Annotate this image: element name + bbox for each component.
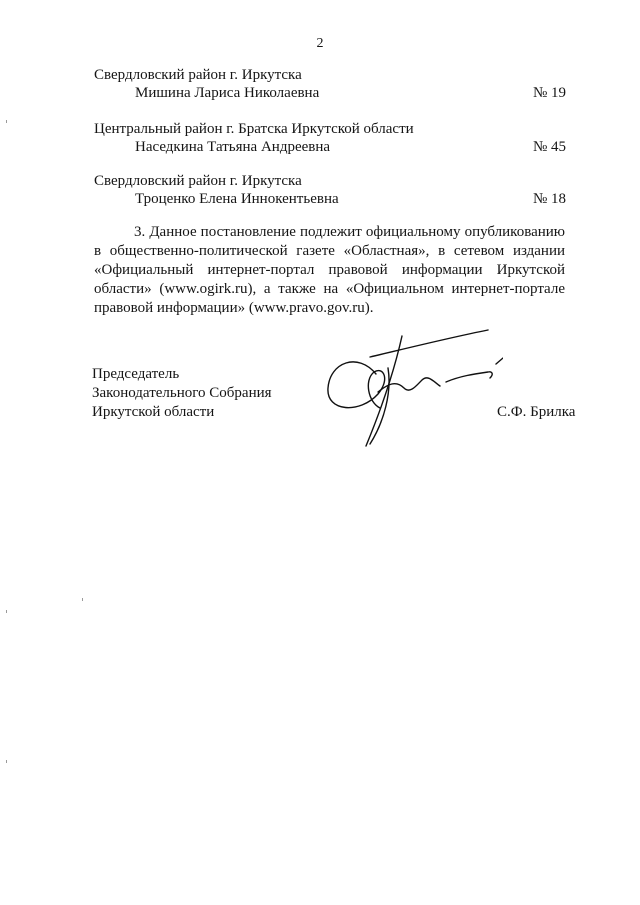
district-number: № 19: [532, 85, 566, 101]
district-number: № 18: [532, 191, 566, 207]
district-line: Свердловский район г. Иркутска: [94, 67, 302, 83]
signatory-title-line: Иркутской области: [92, 404, 215, 420]
deputy-entry: [94, 172, 566, 208]
signatory-title: [92, 365, 272, 422]
scan-mark: [6, 120, 7, 123]
person-name: Наседкина Татьяна Андреевна: [135, 139, 331, 155]
scan-mark: [6, 760, 7, 763]
publication-clause: 3. Данное постановление подлежит официальному опубликованию в общественно-политической газете «Областная», в сетевом издании «Официальный интернет-портал правовой информации Иркутской области» (www.ogirk.ru), а также на «Официальном интернет-портале правовой информации» (www.pravo.gov.ru).: [94, 224, 565, 316]
handwritten-signature: [318, 322, 503, 450]
person-line: [94, 84, 566, 102]
district-line: Центральный район г. Братска Иркутской области: [94, 121, 414, 137]
signatory-title-line: Законодательного Собрания: [92, 385, 272, 401]
person-line: [94, 190, 566, 208]
district-line: Свердловский район г. Иркутска: [94, 173, 302, 189]
scan-mark: [6, 610, 7, 613]
person-name: Троценко Елена Иннокентьевна: [135, 191, 339, 207]
person-name: Мишина Лариса Николаевна: [135, 85, 320, 101]
page-number: 2: [316, 36, 324, 51]
deputy-entry: [94, 66, 566, 102]
person-line: [94, 138, 566, 156]
signatory-title-line: Председатель: [92, 366, 180, 382]
district-number: № 45: [532, 139, 566, 155]
scan-mark: [82, 598, 83, 601]
deputy-entry: [94, 120, 566, 156]
signer-name: С.Ф. Брилка: [497, 404, 576, 420]
